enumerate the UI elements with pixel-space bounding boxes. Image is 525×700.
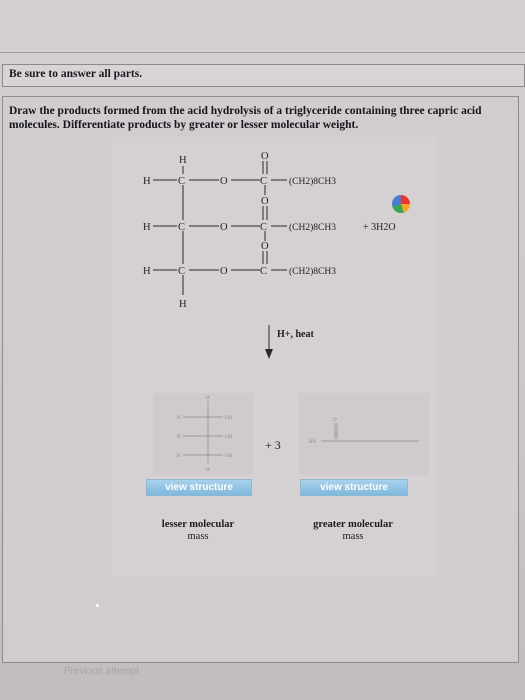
reaction-figure (111, 137, 437, 577)
atom-h-3: H (143, 266, 151, 277)
cursor-dot (96, 604, 99, 607)
atom-o-3: O (220, 266, 228, 277)
greater-mass-line2: mass (342, 531, 364, 542)
atom-o-carbonyl-3: O (261, 241, 269, 252)
svg-text:HO: HO (309, 440, 317, 445)
instruction-banner (2, 64, 525, 87)
view-structure-button-left[interactable]: view structure (146, 479, 252, 496)
reaction-conditions: H+, heat (277, 329, 314, 340)
svg-text:O: O (333, 418, 337, 423)
svg-text:H: H (206, 468, 210, 473)
banner-text: Be sure to answer all parts. (9, 68, 143, 80)
lesser-mass-line2: mass (187, 531, 209, 542)
atom-c-1: C (178, 176, 186, 187)
atom-o-2: O (220, 222, 228, 233)
atom-h-bottom: H (179, 299, 187, 310)
top-divider (0, 52, 525, 53)
atom-h-2: H (143, 222, 151, 233)
svg-text:OH: OH (225, 435, 233, 440)
chain-1: (CH2)8CH3 (289, 177, 336, 187)
svg-text:H: H (206, 396, 210, 401)
svg-text:H: H (177, 454, 181, 459)
svg-text:H: H (177, 435, 181, 440)
atom-o-1: O (220, 176, 228, 187)
chain-3: (CH2)8CH3 (289, 267, 336, 277)
water-term: + 3H2O (363, 222, 396, 233)
question-panel (2, 96, 519, 663)
glycerol-structure-thumb[interactable] (153, 393, 253, 475)
question-text: Draw the products formed from the acid hydrolysis of a triglyceride containing three capric acid molecules. Differentiate products by greater or lesser molecular weight. (9, 105, 482, 131)
atom-h-top: H (179, 155, 187, 166)
atom-c-2: C (178, 222, 186, 233)
atom-o-carbonyl-2: O (261, 196, 269, 207)
lesser-mass-line1: lesser molecular (161, 519, 235, 530)
atom-c-ester-2: C (260, 222, 268, 233)
atom-h-1: H (143, 176, 151, 187)
atom-o-carbonyl-1: O (261, 151, 269, 162)
greater-mass-line1: greater molecular (313, 519, 393, 530)
svg-text:OH: OH (225, 416, 233, 421)
atom-c-3: C (178, 266, 186, 277)
lesser-mass-caption (133, 519, 263, 543)
glycerol-structure (153, 393, 253, 475)
capric-acid-structure-thumb[interactable] (299, 393, 429, 475)
capric-acid-structure (299, 393, 429, 475)
svg-text:H: H (177, 416, 181, 421)
triglyceride-structure (111, 137, 437, 577)
svg-text:OH: OH (225, 454, 233, 459)
product-coefficient: + 3 (265, 438, 281, 452)
greater-mass-caption (288, 519, 418, 543)
view-structure-button-right[interactable]: view structure (300, 479, 408, 496)
loading-wheel-icon (392, 195, 410, 213)
atom-c-ester-3: C (260, 266, 268, 277)
atom-c-ester-1: C (260, 176, 268, 187)
chain-2: (CH2)8CH3 (289, 223, 336, 233)
previous-attempt-link[interactable]: Previous attempt (64, 666, 140, 677)
